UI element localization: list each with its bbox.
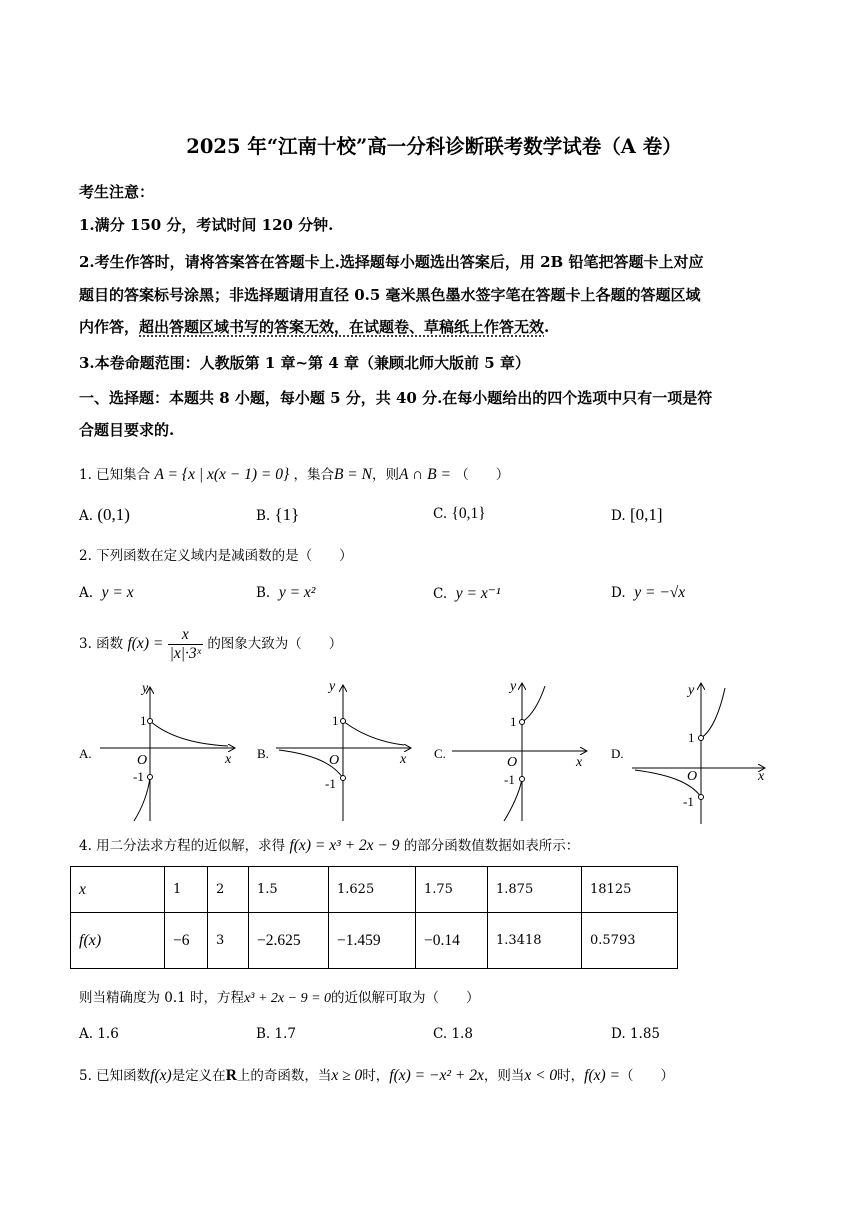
q1-option-a[interactable]: A. (0,1) — [79, 505, 130, 524]
svg-text:x: x — [400, 752, 407, 767]
svg-text:y: y — [510, 679, 517, 694]
svg-text:y: y — [688, 683, 695, 698]
section-heading-line-2: 合题目要求的. — [79, 421, 175, 439]
set-b: B = N — [333, 466, 372, 483]
table-cell: x — [71, 867, 165, 913]
q4-data-table — [70, 866, 678, 969]
svg-text:D.: D. — [611, 746, 624, 761]
notice-item-3: 3.本卷命题范围：人教版第 1 章~第 4 章（兼顾北师大版前 5 章） — [79, 354, 530, 372]
svg-text:O: O — [329, 753, 340, 768]
table-cell: 3 — [208, 913, 249, 969]
graph-b[interactable] — [257, 679, 410, 821]
table-cell: −6 — [165, 913, 208, 969]
table-cell: 0.5793 — [582, 913, 678, 969]
table-cell: −0.14 — [416, 913, 488, 969]
q2-option-c[interactable]: C. y = x⁻¹ — [433, 585, 501, 602]
table-cell: 1 — [165, 867, 208, 913]
svg-text:B.: B. — [257, 746, 269, 761]
q2-option-a[interactable]: A. y = x — [79, 584, 134, 601]
svg-text:y: y — [142, 681, 149, 696]
question-5: 5. 已知函数f(x)是定义在R上的奇函数，当x ≥ 0时，f(x) = −x² + 2x，则当x < 0时，f(x) =（ ） — [79, 1067, 675, 1084]
q1-option-b[interactable]: B. {1} — [256, 505, 300, 524]
q1-option-d[interactable]: D. [0,1] — [611, 505, 663, 524]
svg-text:x: x — [758, 769, 765, 784]
svg-text:y: y — [329, 679, 336, 694]
table-cell: f(x) — [71, 913, 165, 969]
section-heading-line-1: 一、选择题：本题共 8 小题，每小题 5 分，共 40 分.在每小题给出的四个选项中只有一项是符 — [79, 389, 713, 407]
table-row — [71, 913, 678, 969]
table-cell: 1.3418 — [488, 913, 582, 969]
question-1: 1. 已知集合 A = {x | x(x − 1) = 0} ，集合B = N，则A ∩ B = （ ） — [79, 466, 510, 483]
q2-option-b[interactable]: B. y = x² — [256, 584, 316, 601]
table-cell: 1.625 — [329, 867, 416, 913]
notice-item-2-line-2: 题目的答案标号涂黑；非选择题请用直径 0.5 毫米黑色墨水签字笔在答题卡上各题的答题区域 — [79, 286, 701, 304]
set-a: A = {x | x(x − 1) = 0} — [154, 466, 290, 483]
table-cell: 1.75 — [416, 867, 488, 913]
svg-text:O: O — [687, 769, 698, 784]
page-title: 2025 年“江南十校”高一分科诊断联考数学试卷（A 卷） — [186, 135, 682, 158]
emphasis-dotted: 超出答题区域书写的答案无效，在试题卷、草稿纸上作答无效 — [139, 318, 545, 336]
table-cell: −2.625 — [249, 913, 329, 969]
q4-option-b[interactable]: B. 1.7 — [256, 1026, 296, 1042]
notice-heading: 考生注意： — [79, 183, 155, 201]
svg-text:1: 1 — [140, 713, 147, 728]
svg-text:-1: -1 — [325, 776, 336, 791]
notice-item-1: 1.满分 150 分，考试时间 120 分钟. — [79, 216, 334, 234]
svg-text:O: O — [137, 753, 148, 768]
table-cell: −1.459 — [329, 913, 416, 969]
graph-c[interactable] — [434, 679, 586, 821]
svg-text:-1: -1 — [133, 769, 144, 784]
question-4: 4. 用二分法求方程的近似解，求得 f(x) = x³ + 2x − 9 的部分函数值数据如表所示： — [79, 837, 580, 854]
q4-option-d[interactable]: D. 1.85 — [611, 1026, 660, 1042]
table-cell: 1.875 — [488, 867, 582, 913]
fraction: $\frac{x}{\text{|x|·3ˣ}}$ — [169, 626, 202, 662]
svg-text:A.: A. — [79, 746, 92, 761]
q3-graphs — [70, 676, 790, 826]
table-cell: 2 — [208, 867, 249, 913]
question-3: 3. 函数 f(x) = $\frac{x}{\text{|x|·3ˣ}}$ 的图象大致为（ ） — [79, 626, 343, 662]
q1-option-c[interactable]: C. {0,1} — [433, 505, 486, 522]
table-row — [71, 867, 678, 913]
notice-item-2-line-1: 2.考生作答时，请将答案答在答题卡上.选择题每小题选出答案后，用 2B 铅笔把答题卡上对应 — [79, 253, 704, 271]
q4-option-c[interactable]: C. 1.8 — [433, 1026, 473, 1042]
svg-text:-1: -1 — [504, 772, 515, 787]
svg-text:O: O — [507, 755, 518, 770]
svg-text:1: 1 — [510, 714, 517, 729]
q4-option-a[interactable]: A. 1.6 — [79, 1026, 119, 1042]
svg-text:x: x — [576, 755, 583, 770]
q2-option-d[interactable]: D. y = −√x — [611, 584, 686, 601]
notice-item-2-line-3: 内作答，超出答题区域书写的答案无效，在试题卷、草稿纸上作答无效. — [79, 318, 550, 336]
graph-d[interactable] — [611, 683, 765, 824]
question-2: 2. 下列函数在定义域内是减函数的是（ ） — [79, 548, 353, 564]
q4-question: 则当精确度为 0.1 时，方程x³ + 2x − 9 = 0的近似解可取为（ ） — [79, 990, 480, 1006]
svg-text:1: 1 — [688, 730, 695, 745]
table-cell: 18125 — [582, 867, 678, 913]
svg-text:C.: C. — [434, 746, 446, 761]
graph-a[interactable] — [79, 681, 234, 821]
svg-text:1: 1 — [332, 713, 339, 728]
svg-text:-1: -1 — [683, 794, 694, 809]
svg-text:x: x — [225, 752, 232, 767]
table-cell: 1.5 — [249, 867, 329, 913]
